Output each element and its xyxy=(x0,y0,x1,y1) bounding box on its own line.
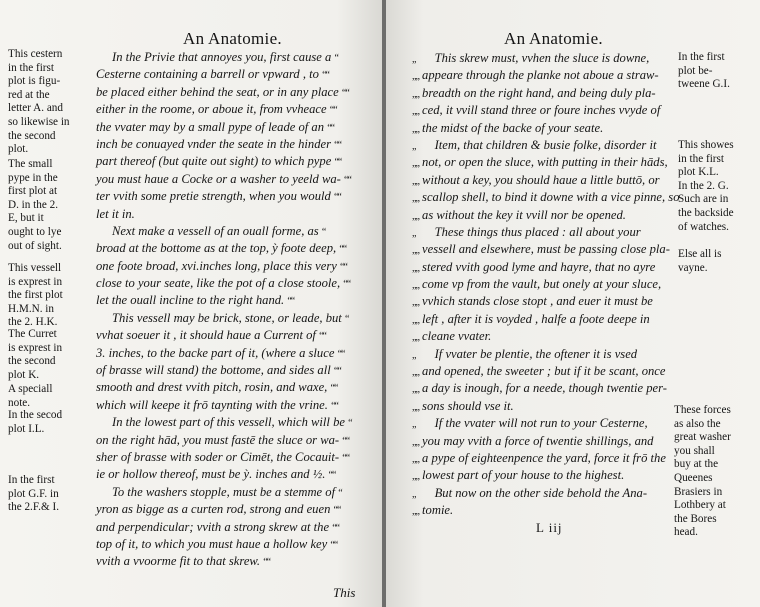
line-text: In the lowest part of this vessell, which will be xyxy=(112,415,345,430)
text-line xyxy=(412,450,680,467)
quote-mark: “ xyxy=(334,53,338,64)
line-text: vvhat soeuer it , it should haue a Current of xyxy=(96,328,316,343)
line-text: Item, that children & busie folke, disorder it xyxy=(434,137,657,152)
line-text: sons should vse it. xyxy=(422,398,514,413)
text-line xyxy=(96,84,352,101)
text-line xyxy=(96,153,352,170)
quote-mark: “ xyxy=(348,418,352,430)
line-text: be placed either behind the seat, or in any place xyxy=(96,84,339,99)
line-text: and opened, the sweeter ; but if it be scant, once xyxy=(422,364,666,379)
right-page xyxy=(386,0,760,607)
quote-mark: „„ xyxy=(412,453,419,465)
quote-mark: „„ xyxy=(412,401,419,413)
line-text: not, or open the sluce, with putting in their hāds, xyxy=(422,155,668,170)
text-line xyxy=(412,433,680,450)
line-text: scallop shell, to bind it downe with a vice pinne, so xyxy=(422,190,680,205)
text-line xyxy=(96,449,352,466)
text-line xyxy=(412,502,680,519)
line-text: as without the key it vvill nor be opened. xyxy=(422,207,626,222)
text-line xyxy=(96,292,352,309)
text-line xyxy=(96,553,352,570)
quote-mark: ““ xyxy=(341,87,349,99)
line-text: cleane vvater. xyxy=(422,329,492,344)
line-text: stered vvith good lyme and hayre, that no ayre xyxy=(422,259,656,274)
marginal-note: In the first plot be- tweene G.I. xyxy=(678,51,730,91)
text-line xyxy=(96,310,352,327)
text-line xyxy=(412,380,680,397)
left-running-head: An Anatomie. xyxy=(183,29,282,48)
text-line xyxy=(412,293,680,310)
text-line xyxy=(96,49,352,66)
quote-mark: „„ xyxy=(412,193,419,205)
text-line xyxy=(96,136,352,153)
text-line xyxy=(412,154,680,171)
text-line xyxy=(96,258,352,275)
quote-mark: „ xyxy=(412,488,416,500)
line-text: a pype of eighteenpence the yard, force it frō the xyxy=(422,450,666,465)
text-line xyxy=(412,415,680,432)
line-text: let it in. xyxy=(96,206,135,221)
quote-mark: „„ xyxy=(412,436,419,448)
text-line xyxy=(412,189,680,206)
quote-mark: ““ xyxy=(329,105,337,117)
quote-mark: „„ xyxy=(412,280,419,292)
line-text: Next make a vessell of an ouall forme, as xyxy=(112,223,319,238)
text-line xyxy=(96,501,352,518)
left-body-text xyxy=(96,49,352,571)
quote-mark: “ xyxy=(321,226,326,238)
line-text: you must haue a Cocke or a washer to yeeld wa- xyxy=(96,171,341,186)
quote-mark: „„ xyxy=(412,262,419,274)
text-line xyxy=(96,536,352,553)
line-text: without a key, you should haue a little buttō, or xyxy=(422,172,660,187)
line-text: This vessell may be brick, stone, or leade, but xyxy=(112,310,342,325)
quote-mark: ““ xyxy=(337,348,345,360)
text-line xyxy=(412,50,680,67)
quote-mark: „„ xyxy=(412,332,419,344)
text-line xyxy=(412,67,680,84)
text-line xyxy=(96,466,352,483)
quote-mark: ““ xyxy=(331,400,338,412)
quote-mark: „„ xyxy=(412,384,419,396)
quote-mark: ““ xyxy=(334,157,342,169)
quote-mark: „ xyxy=(412,227,416,239)
marginal-note: This showes in the first plot K.L. In the 2. G. Such are in the backside of watches. xyxy=(678,139,734,233)
right-body-text xyxy=(412,50,680,520)
marginal-note: A speciall note. xyxy=(8,383,53,409)
quote-mark: “ xyxy=(344,313,349,325)
text-line xyxy=(412,137,680,154)
quote-mark: „„ xyxy=(412,106,419,118)
quote-mark: ““ xyxy=(319,331,326,343)
quote-mark: ““ xyxy=(327,122,335,134)
quote-mark: „„ xyxy=(412,175,419,187)
line-text: top of it, to which you must haue a hollow key xyxy=(96,536,328,551)
text-line xyxy=(96,223,352,240)
text-line xyxy=(96,362,352,379)
line-text: and perpendicular; vvith a strong skrew at the xyxy=(96,519,330,534)
quote-mark: „„ xyxy=(412,506,419,518)
text-line xyxy=(412,102,680,119)
text-line xyxy=(412,276,680,293)
line-text: let the ouall incline to the right hand. xyxy=(96,293,285,308)
text-line xyxy=(412,85,680,102)
text-line xyxy=(96,66,352,83)
text-line xyxy=(96,397,352,414)
line-text: ter vvith some pretie strength, when you would xyxy=(96,189,331,204)
line-text: one foote broad, xvi.inches long, place this very xyxy=(96,258,337,273)
quote-mark: „„ xyxy=(412,367,419,379)
line-text: This skrew must, vvhen the sluce is downe, xyxy=(434,51,650,65)
line-text: tomie. xyxy=(422,503,454,518)
quote-mark: ““ xyxy=(344,174,351,186)
text-line xyxy=(412,398,680,415)
line-text: left , after it is voyded , halfe a foote deepe in xyxy=(422,311,650,326)
quote-mark: ““ xyxy=(328,470,336,482)
line-text: 3. inches, to the backe part of it, (where a sluce xyxy=(96,345,335,360)
text-line xyxy=(96,432,352,449)
line-text: sher of brasse with soder or Cimēt, the Cocauit- xyxy=(96,449,340,464)
marginal-note: This cestern in the first plot is figu- red at the letter A. and so likewise in the second plot. xyxy=(8,48,70,156)
quote-mark: ““ xyxy=(333,505,341,517)
quote-mark: „„ xyxy=(412,245,419,257)
marginal-note: The small pype in the first plot at D. in the 2. E, but it ought to lye out of sight. xyxy=(8,158,62,252)
right-running-head: An Anatomie. xyxy=(504,29,603,48)
text-line xyxy=(96,171,352,188)
marginal-note: These forces as also the great washer you shall buy at the Queenes Brasiers in Lothbery at the Bores head. xyxy=(674,404,731,539)
text-line xyxy=(412,120,680,137)
quote-mark: ““ xyxy=(333,366,341,378)
line-text: the midst of the backe of your seate. xyxy=(422,120,604,135)
line-text: broad at the bottome as at the top, ỳ foote deep, xyxy=(96,241,337,256)
line-text: To the washers stopple, must be a stemme of xyxy=(112,484,336,499)
line-text: yron as bigge as a curten rod, strong and euen xyxy=(96,502,331,517)
line-text: vvith a vvoorme fit to that skrew. xyxy=(96,554,261,569)
text-line xyxy=(96,327,352,344)
line-text: inch be conuayed vnder the seate in the hinder xyxy=(96,136,332,151)
line-text: the vvater may by a small pype of leade of an xyxy=(96,119,325,134)
line-text: close to your seate, like the pot of a close stoole, xyxy=(96,276,341,291)
line-text: on the right hād, you must fastē the sluce or wa- xyxy=(96,432,340,447)
text-line xyxy=(412,259,680,276)
quote-mark: ““ xyxy=(287,296,295,308)
quote-mark: „ xyxy=(412,54,416,65)
quote-mark: ““ xyxy=(332,522,340,534)
line-text: ced, it vvill stand three or foure inches vvyde of xyxy=(422,103,661,118)
quote-mark: ““ xyxy=(343,279,351,291)
line-text: of brasse will stand) the bottome, and sides all xyxy=(96,363,331,378)
catchword: This xyxy=(333,585,356,600)
text-line xyxy=(96,240,352,257)
text-line xyxy=(412,328,680,345)
line-text: These things thus placed : all about your xyxy=(434,224,641,239)
line-text: lowest part of your house to the highest. xyxy=(422,468,625,483)
text-line xyxy=(412,224,680,241)
quote-mark: „„ xyxy=(412,314,419,326)
quote-mark: „„ xyxy=(412,210,419,222)
signature-mark: L iij xyxy=(536,520,563,535)
quote-mark: ““ xyxy=(330,539,338,551)
quote-mark: ““ xyxy=(339,244,347,256)
line-text: either in the roome, or aboue it, from vvheace xyxy=(96,102,327,117)
line-text: ie or hollow thereof, must be ỳ. inches and ½. xyxy=(96,467,326,482)
line-text: vvhich stands close stopt , and euer it must be xyxy=(422,294,653,309)
text-line xyxy=(412,363,680,380)
line-text: Cesterne containing a barrell or vpward , to xyxy=(96,67,319,82)
quote-mark: “ xyxy=(338,487,342,499)
text-line xyxy=(412,207,680,224)
quote-mark: „„ xyxy=(412,158,419,170)
quote-mark: ““ xyxy=(342,452,350,464)
marginal-note: The Curret is exprest in the second plot K. xyxy=(8,328,63,381)
text-line xyxy=(96,379,352,396)
text-line xyxy=(412,172,680,189)
quote-mark: „ xyxy=(412,419,416,431)
text-line xyxy=(412,467,680,484)
quote-mark: „„ xyxy=(412,88,419,100)
text-line xyxy=(96,414,352,431)
quote-mark: „„ xyxy=(412,297,419,309)
line-text: part thereof (but quite out sight) to which pype xyxy=(96,154,332,169)
marginal-note: In the secod plot I.L. xyxy=(8,409,63,435)
line-text: you may vvith a force of twentie shillings, and xyxy=(422,433,654,448)
line-text: which will keepe it frō taynting with the vrine. xyxy=(96,397,328,412)
quote-mark: ““ xyxy=(322,70,329,82)
quote-mark: ““ xyxy=(340,261,347,273)
text-line xyxy=(96,119,352,136)
text-line xyxy=(96,101,352,118)
line-text: If vvater be plentie, the oftener it is vsed xyxy=(434,346,638,361)
quote-mark: „ xyxy=(412,349,416,361)
quote-mark: ““ xyxy=(263,557,271,569)
line-text: But now on the other side behold the Ana- xyxy=(434,485,648,500)
quote-mark: „„ xyxy=(412,71,419,83)
line-text: If the vvater will not run to your Cesterne, xyxy=(434,416,648,431)
quote-mark: ““ xyxy=(334,139,342,151)
quote-mark: „„ xyxy=(412,123,419,135)
quote-mark: ““ xyxy=(333,192,341,204)
line-text: come vp from the vault, but onely at your sluce, xyxy=(422,277,662,292)
line-text: breadth on the right hand, and being duly pla- xyxy=(422,85,656,100)
line-text: smooth and drest vvith pitch, rosin, and waxe, xyxy=(96,380,328,395)
text-line xyxy=(96,519,352,536)
text-line xyxy=(96,275,352,292)
text-line xyxy=(412,346,680,363)
quote-mark: „ xyxy=(412,140,416,152)
line-text: vessell and elsewhere, must be passing close pla- xyxy=(422,242,670,257)
marginal-note: In the first plot G.F. in the 2.F.& I. xyxy=(8,474,59,514)
text-line xyxy=(96,188,352,205)
text-line xyxy=(96,345,352,362)
line-text: In the Privie that annoyes you, first cause a xyxy=(112,50,332,64)
text-line xyxy=(96,484,352,501)
text-line xyxy=(412,311,680,328)
marginal-note: This vessell is exprest in the first plot H.M.N. in the 2. H.K. xyxy=(8,262,63,329)
quote-mark: ““ xyxy=(342,435,350,447)
quote-mark: ““ xyxy=(330,383,338,395)
text-line xyxy=(412,241,680,258)
quote-mark: „„ xyxy=(412,471,419,483)
line-text: appeare through the planke not aboue a straw- xyxy=(422,68,659,83)
line-text: a day is inough, for a neede, though twentie per- xyxy=(422,381,667,396)
marginal-note: Else all is vayne. xyxy=(678,248,722,274)
text-line xyxy=(412,485,680,502)
text-line xyxy=(96,206,352,223)
